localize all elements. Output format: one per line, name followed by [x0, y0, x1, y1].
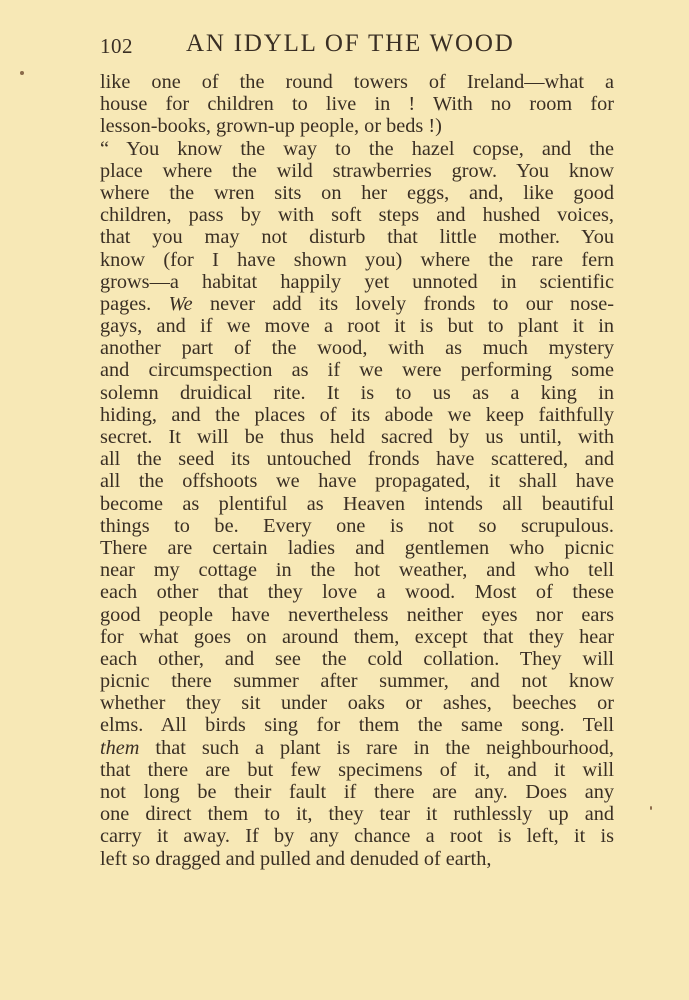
- page-speck: [650, 806, 652, 810]
- text-line: whether they sit under oaks or ashes, beeches or: [100, 692, 614, 715]
- text-line: like one of the round towers of Ireland—what a: [100, 71, 614, 93]
- italic-word: We: [168, 292, 193, 315]
- text-line: become as plentiful as Heaven intends all beautiful: [100, 492, 614, 515]
- text-line: place where the wild strawberries grow. You know: [100, 159, 614, 182]
- running-header: [100, 30, 620, 60]
- text-segment: pages.: [100, 292, 169, 315]
- text-line: picnic there summer after summer, and not know: [100, 670, 614, 693]
- text-line: not long be their fault if there are any. Does any: [100, 781, 614, 803]
- text-line: [100, 737, 614, 759]
- page-number: 102: [100, 34, 133, 58]
- text-line: where the wren sits on her eggs, and, like good: [100, 181, 614, 204]
- text-line: gays, and if we move a root it is but to plant it in: [100, 315, 614, 338]
- text-line: another part of the wood, with as much mystery: [100, 337, 614, 360]
- text-line: and circumspection as if we were performing some: [100, 359, 614, 382]
- text-line: carry it away. If by any chance a root is left, it is: [100, 825, 614, 848]
- text-line: house for children to live in ! With no room for: [100, 93, 614, 116]
- text-line: for what goes on around them, except that they hear: [100, 625, 614, 648]
- text-line: near my cottage in the hot weather, and who tell: [100, 559, 614, 582]
- text-line: secret. It will be thus held sacred by us until, with: [100, 426, 614, 448]
- text-line: know (for I have shown you) where the rare fern: [100, 248, 614, 271]
- text-segment: never add its lovely fronds to our nose-: [192, 292, 614, 315]
- italic-word: them: [100, 736, 140, 759]
- text-line: There are certain ladies and gentlemen who picnic: [100, 536, 614, 559]
- text-line: left so dragged and pulled and denuded of earth,: [100, 847, 492, 870]
- text-line: [100, 293, 614, 315]
- text-line: all the offshoots we have propagated, it shall have: [100, 470, 614, 493]
- text-line: lesson-books, grown-up people, or beds !): [100, 115, 442, 138]
- text-line: elms. All birds sing for them the same song. Tell: [100, 714, 614, 737]
- page-speck: [20, 71, 24, 75]
- running-title: AN IDYLL OF THE WOOD: [186, 30, 515, 57]
- text-line: one direct them to it, they tear it ruthlessly up and: [100, 803, 614, 826]
- text-line: hiding, and the places of its abode we keep faithfully: [100, 403, 614, 426]
- text-line: solemn druidical rite. It is to us as a king in: [100, 381, 614, 404]
- text-line: that there are but few specimens of it, and it will: [100, 758, 614, 781]
- text-line: each other, and see the cold collation. They will: [100, 647, 614, 670]
- text-line: children, pass by with soft steps and hushed voices,: [100, 204, 614, 227]
- body-text: [100, 71, 614, 870]
- text-line: each other that they love a wood. Most of these: [100, 581, 614, 604]
- text-line: all the seed its untouched fronds have scattered, and: [100, 448, 614, 471]
- text-line: that you may not disturb that little mother. You: [100, 226, 614, 249]
- text-line: good people have nevertheless neither eyes nor ears: [100, 603, 614, 626]
- text-line: things to be. Every one is not so scrupulous.: [100, 514, 614, 537]
- text-line: “ You know the way to the hazel copse, and the: [100, 137, 614, 160]
- text-segment: that such a plant is rare in the neighbourhood,: [139, 736, 614, 759]
- text-line: grows—a habitat happily yet unnoted in scientific: [100, 270, 614, 293]
